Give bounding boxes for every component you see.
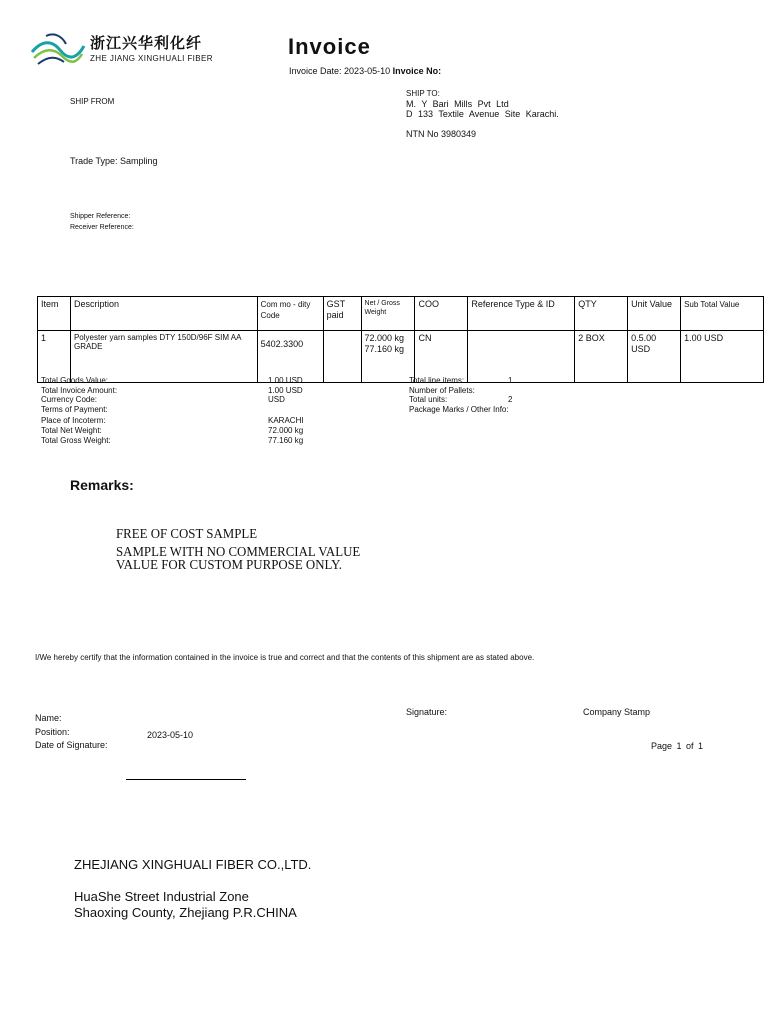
footer-address-line-1: HuaShe Street Industrial Zone [74, 889, 249, 904]
total-label: Total line items: [409, 376, 465, 385]
totals-right-labels [409, 376, 509, 414]
total-value: 72.000 kg [268, 425, 304, 435]
remarks-title: Remarks: [70, 477, 134, 493]
cell-sub-total: 1.00 USD [681, 331, 764, 383]
cell-item: 1 [38, 331, 71, 383]
total-label: Package Marks / Other Info: [409, 404, 509, 414]
total-value: 1 [508, 376, 513, 385]
total-label: Total units: [409, 395, 448, 405]
cell-coo: CN [415, 331, 468, 383]
total-value: KARACHI [268, 416, 304, 426]
signature-line [126, 779, 246, 780]
header-net-gross-weight: Net / Gross Weight [361, 297, 415, 331]
header-sub-total: Sub Total Value [681, 297, 764, 331]
trade-type: Trade Type: Sampling [70, 156, 158, 166]
total-value: 1.00 USD [268, 385, 303, 395]
ship-to-label: SHIP TO: [406, 89, 440, 98]
ship-to-address: D 133 Textile Avenue Site Karachi. [406, 109, 559, 119]
cell-reference [468, 331, 575, 383]
cell-gst-paid [323, 331, 361, 383]
cell-unit-value: 0.5.00 USD [628, 331, 681, 383]
date-of-signature-label: Date of Signature: [35, 740, 108, 750]
certification-text: I/We hereby certify that the information contained in the invoice is true and correct and that the contents of this shipment are as stated above. [35, 653, 535, 662]
invoice-date-label: Invoice Date: [289, 66, 342, 76]
page-title: Invoice [288, 34, 371, 59]
total-value: 1.00 USD [268, 376, 303, 385]
ship-to-name: M. Y Bari Mills Pvt Ltd [406, 99, 509, 109]
totals-right-values [508, 376, 512, 405]
total-value: USD [268, 395, 285, 405]
total-label: Total Net Weight: [41, 425, 102, 435]
totals-left-values [268, 376, 304, 445]
header-commodity-code: Com mo - dity Code [257, 297, 323, 331]
header-qty: QTY [575, 297, 628, 331]
total-label: Total Gross Weight: [41, 435, 111, 445]
shipper-reference-label: Shipper Reference: [70, 213, 131, 220]
header-coo: COO [415, 297, 468, 331]
totals-left-labels [41, 376, 117, 445]
logo-english-text: ZHE JIANG XINGHUALI FIBER [90, 54, 213, 63]
company-stamp-label: Company Stamp [583, 707, 651, 717]
total-label: Currency Code: [41, 395, 98, 405]
total-value [268, 405, 304, 415]
total-value [508, 386, 512, 396]
footer-address-line-2: Shaoxing County, Zhejiang P.R.CHINA [74, 905, 297, 920]
cell-weights [361, 331, 415, 383]
cell-net-weight: 72.000 kg [364, 333, 405, 343]
remarks-line: VALUE FOR CUSTOM PURPOSE ONLY. [116, 558, 342, 573]
cell-commodity-code: 5402.3300 [257, 331, 323, 383]
total-value: 2 [508, 395, 513, 405]
company-logo [30, 30, 230, 70]
signature-date: 2023-05-10 [147, 730, 194, 740]
remarks-text [116, 528, 360, 572]
header-gst-paid: GST paid [323, 297, 361, 331]
ship-from-label: SHIP FROM [70, 97, 115, 106]
name-label: Name: [35, 713, 62, 723]
remarks-line: SAMPLE WITH NO COMMERCIAL VALUE [116, 545, 361, 560]
ship-to-ntn: NTN No 3980349 [406, 129, 477, 139]
header-description: Description [70, 297, 257, 331]
footer-company-name: ZHEJIANG XINGHUALI FIBER CO.,LTD. [74, 857, 312, 872]
remarks-line: FREE OF COST SAMPLE [116, 527, 258, 542]
total-value: 77.160 kg [268, 435, 304, 445]
page-number: Page 1 of 1 [651, 741, 704, 751]
header-unit-value: Unit Value [628, 297, 681, 331]
header-item: Item [38, 297, 71, 331]
total-label: Number of Pallets: [409, 385, 475, 395]
total-label: Total Goods Value: [41, 376, 109, 385]
logo-waves-icon [30, 30, 86, 70]
total-label: Total Invoice Amount: [41, 385, 118, 395]
items-table [37, 296, 764, 383]
cell-gross-weight: 77.160 kg [364, 344, 405, 354]
total-label: Terms of Payment: [41, 404, 108, 414]
position-label: Position: [35, 727, 70, 737]
cell-qty: 2 BOX [575, 331, 628, 383]
total-label: Place of Incoterm: [41, 416, 106, 426]
logo-chinese-text: 浙江兴华利化纤 [90, 34, 203, 52]
cell-description: Polyester yarn samples DTY 150D/96F SIM AA GRADE [70, 331, 257, 383]
invoice-no-label: Invoice No: [392, 66, 442, 76]
invoice-date-value: 2023-05-10 [344, 66, 391, 76]
table-row [38, 331, 764, 383]
receiver-reference-label: Receiver Reference: [70, 224, 134, 231]
header-reference: Reference Type & ID [468, 297, 575, 331]
signature-label: Signature: [406, 707, 448, 717]
invoice-date-row [289, 66, 441, 76]
table-header-row [38, 297, 764, 331]
